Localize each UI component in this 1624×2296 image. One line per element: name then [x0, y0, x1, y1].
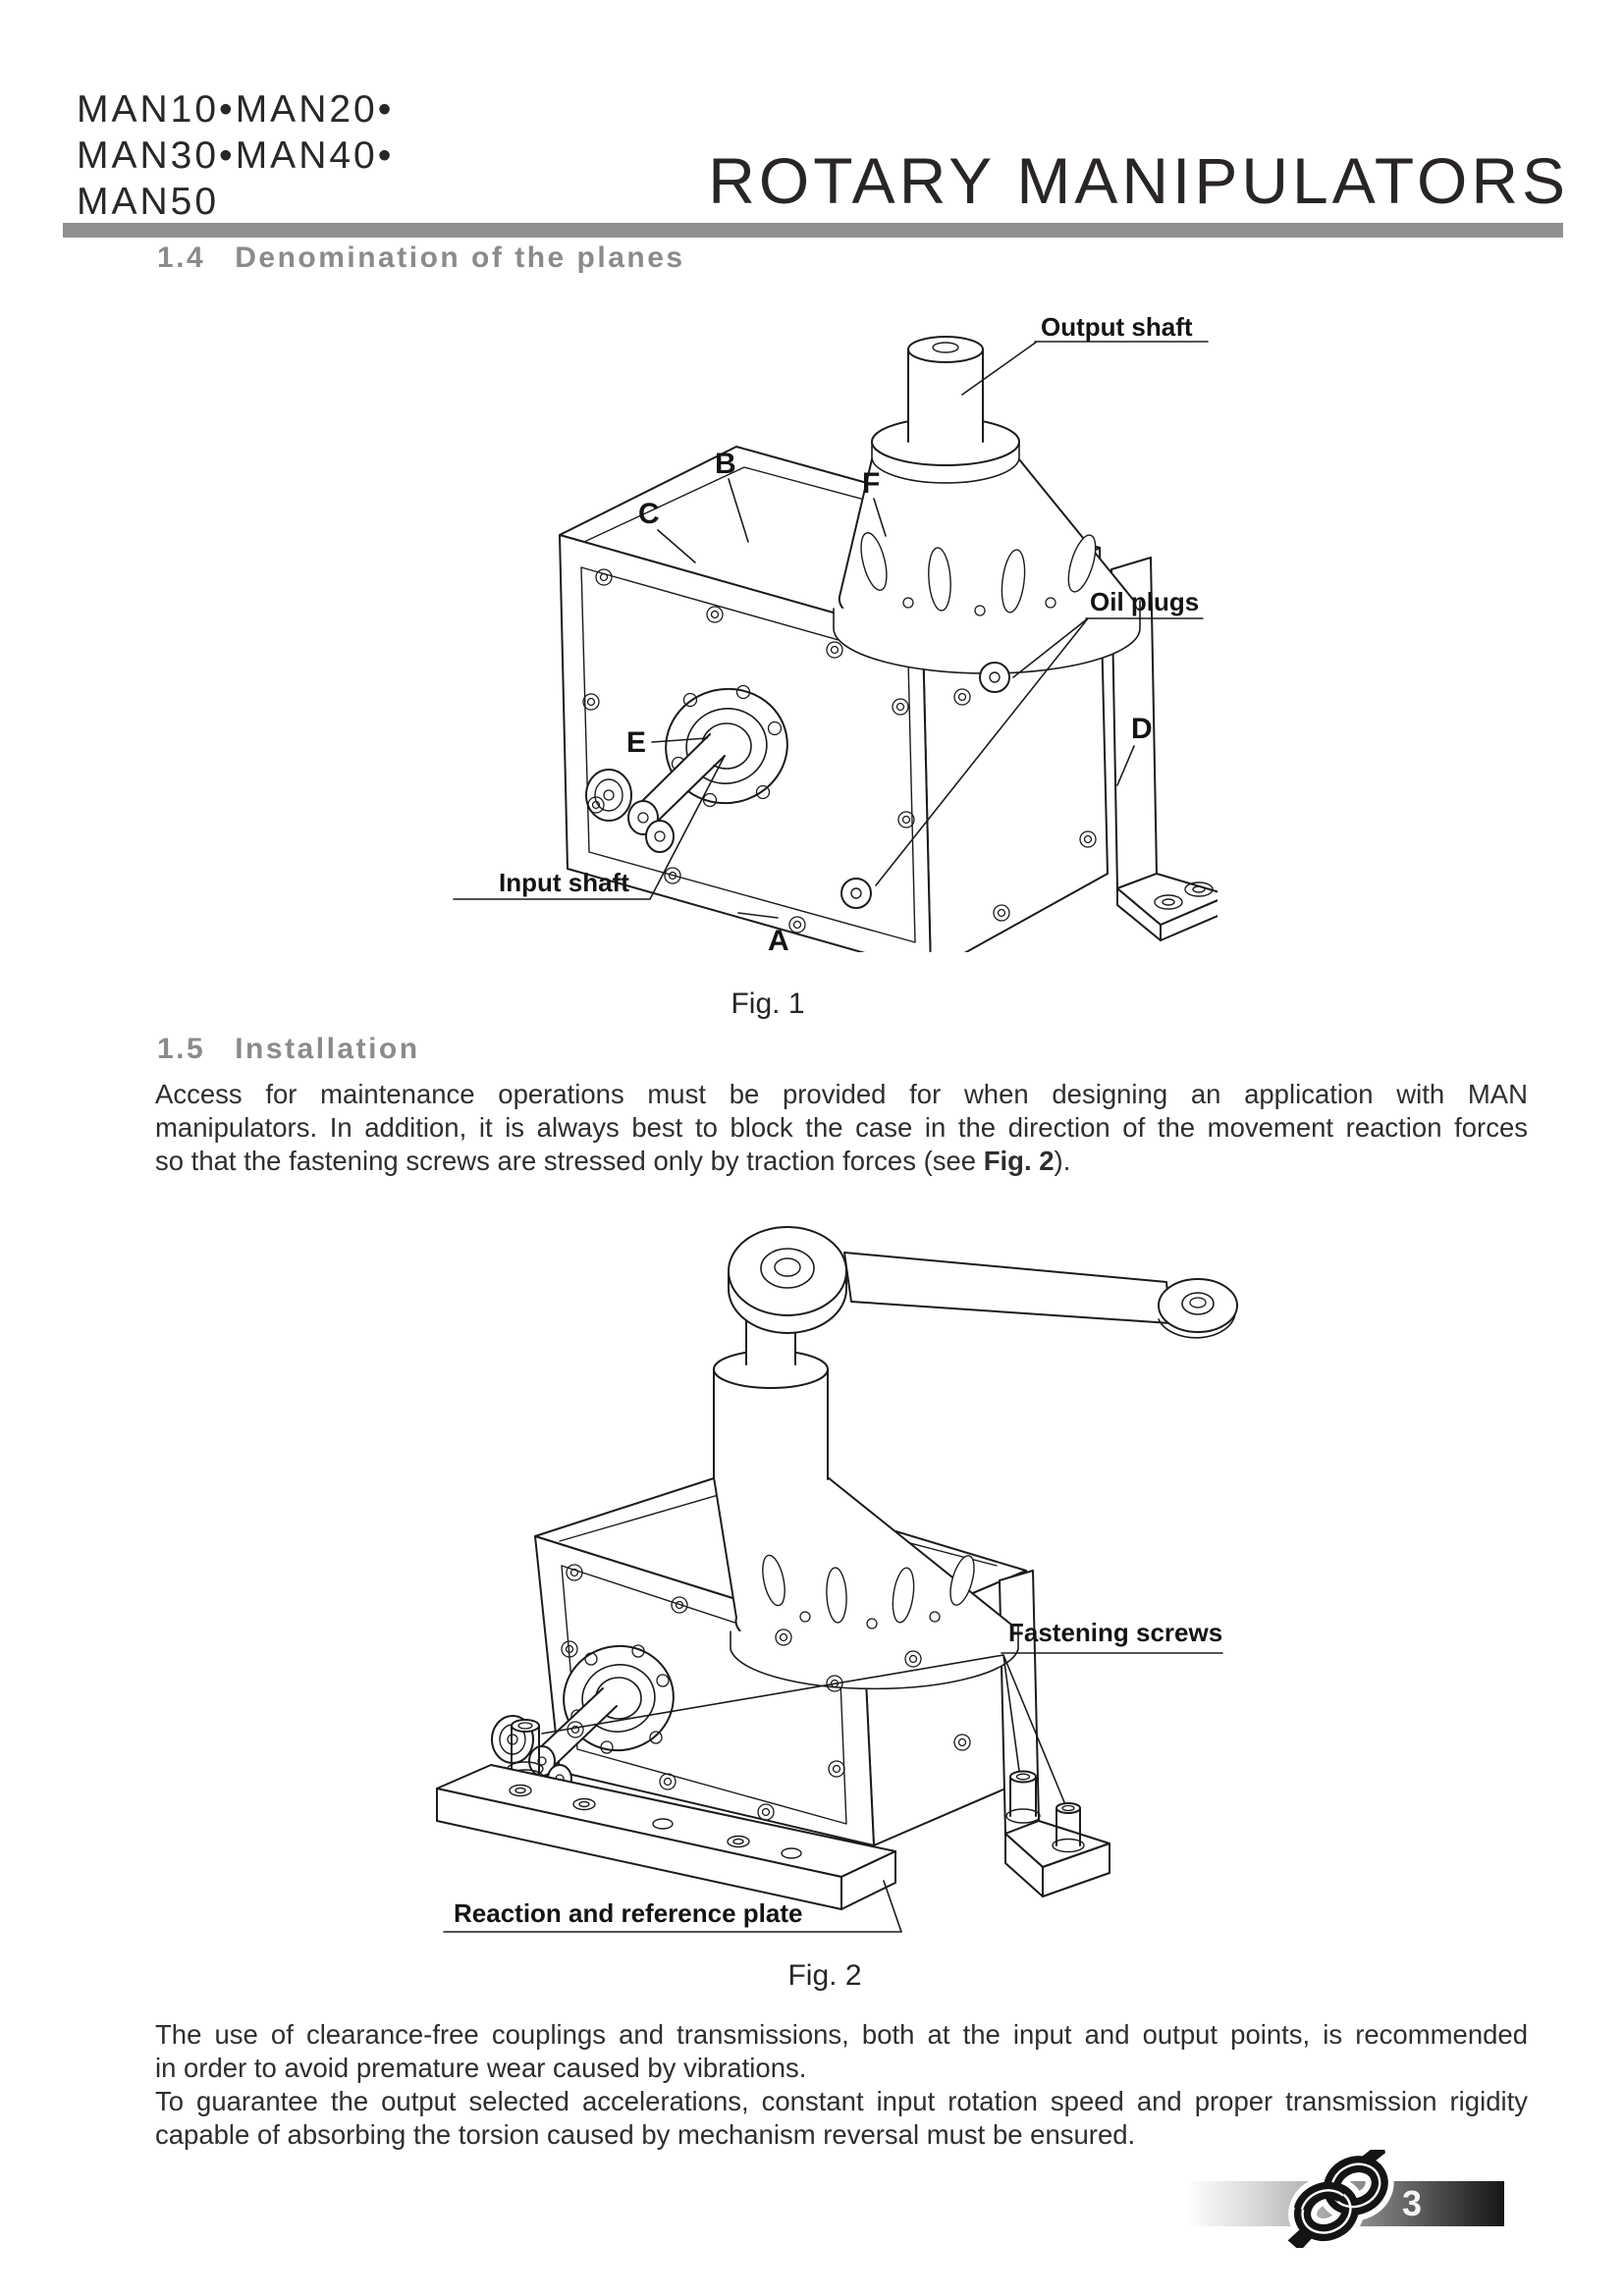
- fig2-label-reaction-plate: Reaction and reference plate: [454, 1898, 803, 1928]
- brand-knot-icon: [1272, 2150, 1409, 2248]
- fig1-label-input-shaft: Input shaft: [499, 868, 629, 897]
- section-number: 1.5: [157, 1033, 206, 1065]
- figure-1-caption: Fig. 1: [731, 988, 805, 1020]
- page-number: 3: [1402, 2183, 1424, 2223]
- fig1-label-output-shaft: Output shaft: [1041, 312, 1193, 342]
- section-heading-1-5: [157, 1033, 420, 1066]
- closing-paragraph: [155, 2018, 1528, 2152]
- figure-2-caption: Fig. 2: [787, 1959, 862, 1992]
- fig1-label-plane-f: F: [862, 467, 881, 500]
- section-number: 1.4: [157, 241, 206, 274]
- header-rule: [63, 223, 1563, 238]
- fig1-label-plane-d: D: [1131, 713, 1153, 745]
- paragraph-line: To guarantee the output selected accelerations, constant input rotation speed and proper transmission rigidity: [155, 2086, 1528, 2116]
- fig1-label-plane-e: E: [626, 726, 647, 759]
- section-title: Denomination of the planes: [235, 241, 685, 274]
- model-line-1: MAN10•MAN20•: [77, 88, 395, 131]
- figure-1-drawing: [412, 285, 1218, 952]
- fig1-label-plane-c: C: [638, 498, 660, 530]
- model-list: [77, 86, 394, 225]
- fig2-label-fastening-screws: Fastening screws: [1008, 1618, 1223, 1647]
- page-title: ROTARY MANIPULATORS: [708, 144, 1569, 217]
- model-line-2: MAN30•MAN40•: [77, 134, 395, 177]
- leader-output-shaft: [962, 342, 1208, 395]
- fig1-label-oil-plugs: Oil plugs: [1090, 587, 1200, 616]
- fig2-reference: Fig. 2: [983, 1146, 1055, 1176]
- paragraph-line: so that the fastening screws are stressed only by traction forces (see Fig. 2).: [155, 1146, 1071, 1176]
- section-title: Installation: [235, 1033, 420, 1065]
- model-line-3: MAN50: [77, 181, 220, 223]
- fig1-label-plane-a: A: [768, 925, 789, 952]
- paragraph-line: manipulators. In addition, it is always best to block the case in the direction of the movement reaction forces: [155, 1112, 1528, 1143]
- section-heading-1-4: [157, 241, 685, 275]
- paragraph-line: Access for maintenance operations must be provided for when designing an application with MAN: [155, 1079, 1528, 1109]
- figure-2-drawing: [334, 1188, 1257, 1973]
- installation-paragraph: [155, 1078, 1528, 1178]
- paragraph-line: in order to avoid premature wear caused by vibrations.: [155, 2053, 807, 2083]
- fig1-label-plane-b: B: [715, 448, 736, 480]
- paragraph-line: capable of absorbing the torsion caused by mechanism reversal must be ensured.: [155, 2119, 1136, 2150]
- paragraph-line: The use of clearance-free couplings and transmissions, both at the input and output points, is recommended: [155, 2019, 1528, 2050]
